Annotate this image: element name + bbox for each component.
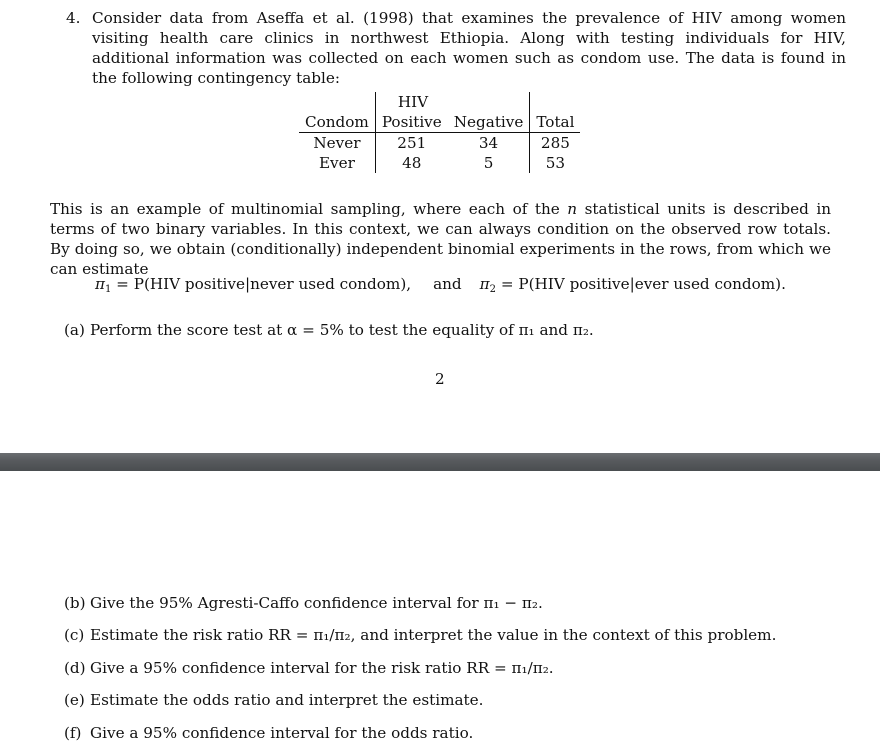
sampling-paragraph: This is an example of multinomial sampling, where each of the n statistical units is described in terms of two binary variables. In this context, we can always condition on the observed row totals. By doing so, we obtain (conditionally) independent binomial experiments in the rows, from which we can estimate [50,200,831,278]
problem-number: 4. [66,9,81,27]
n-symbol: n [567,200,578,218]
table-cell: 251 [375,133,447,154]
page-lower [0,471,880,756]
part-f: (f) Give a 95% confidence interval for the odds ratio. [64,724,474,742]
table-row-header: Condom [299,112,375,133]
table-group-header: HIV [375,92,530,112]
problem-4 [66,8,846,88]
part-b: (b) Give the 95% Agresti-Caffo confidence interval for π₁ − π₂. [64,594,543,612]
part-e: (e) Estimate the odds ratio and interpret the estimate. [64,691,484,709]
table-cell: 5 [483,154,494,172]
pi-definitions: $\pi_1 = P(HIV$ positive|never used condom), and $\pi_2 = P(HIV$ positive|ever used condom). [95,275,786,295]
table-col-total: Total [530,112,581,133]
page-number: 2 [435,370,445,388]
part-d: (d) Give a 95% confidence interval for the risk ratio RR = π₁/π₂. [64,659,554,677]
problem-intro: Consider data from Aseffa et al. (1998) that examines the prevalence of HIV among women visiting health care clinics in northwest Ethiopia. Along with testing individuals for HIV, additional information was collected on each women such as condom use. The data is found in the following contingency table: [92,9,846,87]
table-row [299,133,580,154]
table-col-positive: Positive [375,112,447,133]
page-separator [0,453,880,471]
table-cell: 34 [478,134,499,152]
table-cell: 285 [530,133,581,154]
definitions-and: and [433,275,462,293]
table-cell: 53 [530,153,581,173]
table-row-label: Never [313,134,361,152]
contingency-table [299,92,580,173]
table-col-negative: Negative [448,112,530,133]
part-c: (c) Estimate the risk ratio RR = π₁/π₂, and interpret the value in the context of this problem. [64,626,777,644]
part-a: (a) Perform the score test at α = 5% to test the equality of π₁ and π₂. [64,321,594,339]
table-row-label: Ever [318,154,355,172]
table-cell: 48 [375,153,447,173]
table-row [299,153,580,173]
